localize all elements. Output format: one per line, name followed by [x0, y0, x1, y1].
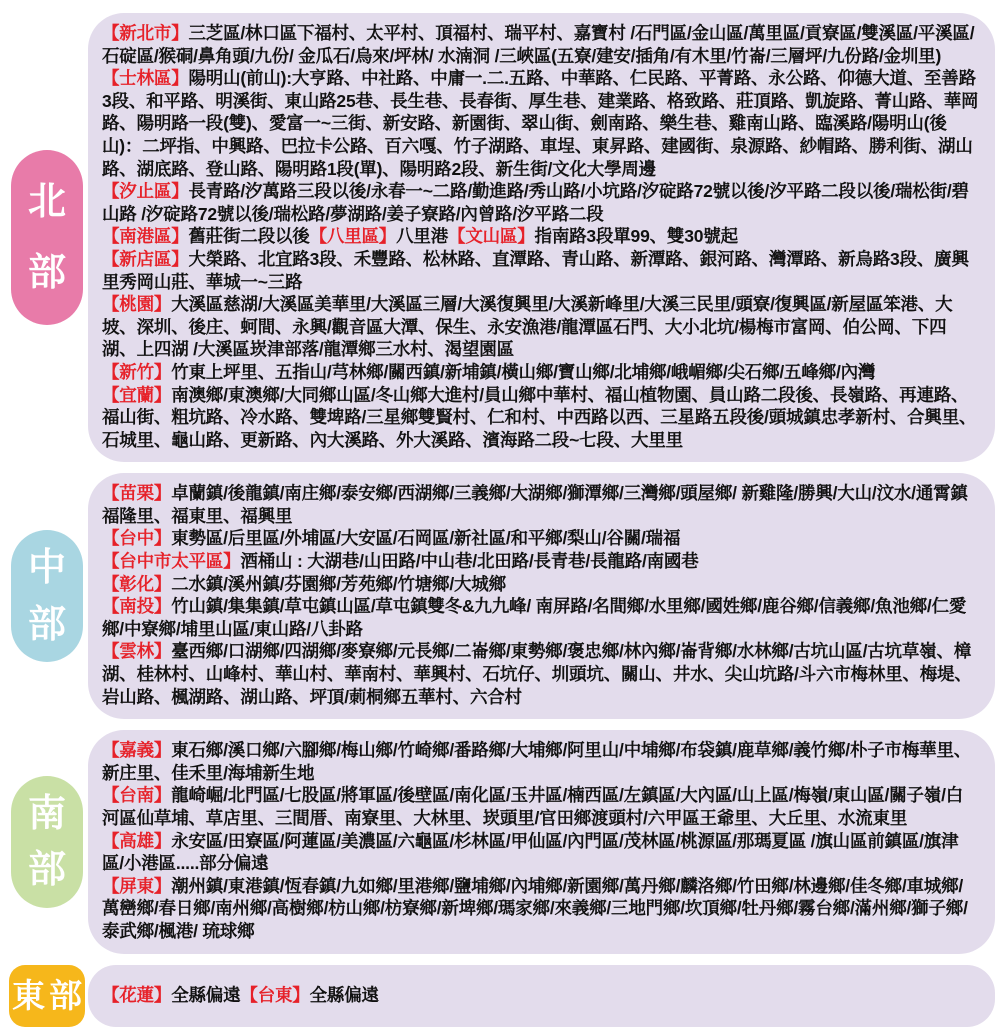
- area-entry-header: 【花蓮】: [102, 985, 172, 1006]
- area-entry-text: 大溪區慈湖/大溪區美華里/大溪區三層/大溪復興里/大溪新峰里/大溪三民里/頭寮/復興區/新屋區笨港、大坡、深圳、後庄、蚵間、永興/觀音區大潭、保生、永安漁港/龍潭區石門、大小北坑/楊梅市富岡、伯公岡、下四湖、上四湖 /大溪區崁津部落/龍潭鄉三水村、渴望園區: [102, 294, 953, 360]
- area-entry: [102, 361, 979, 384]
- area-entry-header: 【汐止區】: [102, 181, 189, 202]
- area-entry-header: 【八里區】: [309, 226, 397, 247]
- region-label-char: 南: [27, 792, 66, 835]
- area-entry-text: 臺西鄉/口湖鄉/四湖鄉/麥寮鄉/元長鄉/二崙鄉/東勢鄉/褒忠鄉/林內鄉/崙背鄉/水林鄉/古坑山區/古坑草嶺、樟湖、桂林村、山峰村、華山村、華南村、華興村、石坑仔、圳頭坑、關山、井水、尖山坑路/斗六市梅林里、梅堤、岩山路、楓湖路、湖山路、坪頂/莿桐鄉五華村、六合村: [102, 641, 972, 707]
- region-area-list-inner: [102, 984, 379, 1007]
- area-entry-text: 酒桶山 : 大湖巷/山田路/中山巷/北田路/長青巷/長龍路/南國巷: [240, 551, 699, 572]
- area-entry: [102, 180, 979, 225]
- area-entry-text: 竹山鎮/集集鎮/草屯鎮山區/草屯鎮雙冬&九九峰/ 南屏路/名間鄉/水里鄉/國姓鄉/鹿谷鄉/信義鄉/魚池鄉/仁愛鄉/中寮鄉/埔里山區/東山路/八卦路: [102, 596, 967, 639]
- region-label-char: 部: [49, 977, 82, 1015]
- area-entry-header: 【新竹】: [102, 361, 172, 382]
- area-entry-text: 全縣偏遠: [309, 985, 379, 1006]
- region-label-column: [6, 150, 88, 325]
- area-entry-header: 【屏東】: [102, 875, 172, 896]
- area-entry-header: 【彰化】: [102, 573, 172, 594]
- area-entry-header: 【雲林】: [102, 641, 172, 662]
- area-entry: [102, 67, 979, 180]
- area-entry: [102, 384, 979, 452]
- area-entry: [102, 527, 979, 550]
- region-label-char: 中: [27, 546, 66, 589]
- region-label-central: [11, 530, 83, 662]
- area-entry-text: 永安區/田寮區/阿蓮區/美濃區/六龜區/杉林區/甲仙區/內門區/茂林區/桃源區/那瑪夏區 /旗山區前鎮區/旗津區/小港區.....部分偏遠: [102, 830, 959, 874]
- area-entry: [102, 482, 979, 527]
- region-label-south: [11, 776, 83, 908]
- area-entry-text: 陽明山(前山):大亨路、中社路、中庸一.二.五路、中華路、仁民路、平菁路、永公路、仰德大道、至善路3段、和平路、明溪街、東山路25巷、長生巷、長春街、厚生巷、建業路、格致路、莊頂路、凱旋路、菁山路、華岡路、陽明路一段(雙)、愛富一~三街、新安路、新園街、翠山街、劍南路、樂生巷、雞南山路、臨溪路/陽明山(後山)：二坪指、中興路、巴拉卡公路、百六嘎、竹子湖路、車埕、東昇路、建國街、泉源路、紗帽路、勝利街、湖山路、湖底路、登山路、陽明路1段(單)、陽明路2段、新生街/文化大學周邊: [102, 68, 979, 179]
- area-entry-header: 【苗栗】: [102, 483, 172, 504]
- region-area-list-east: [88, 965, 995, 1027]
- area-entry-text: 龍崎崛/北門區/七股區/將軍區/後壁區/南化區/玉井區/楠西區/左鎮區/大內區/山上區/梅嶺/東山區/關子嶺/白河區仙草埔、草店里、三間厝、南寮里、大林里、崁頭里/官田鄉渡頭村/六甲區王爺里、大丘里、水流東里: [102, 785, 964, 828]
- area-entry-text: 指南路3段單99、雙30號起: [534, 226, 738, 247]
- region-label-east: [9, 965, 85, 1027]
- region-label-char: 部: [27, 252, 66, 295]
- area-entry: [102, 595, 979, 640]
- region-area-list-south: [88, 730, 995, 953]
- area-entry-header: 【嘉義】: [102, 740, 172, 761]
- region-label-column: [6, 965, 88, 1027]
- area-entry-text: 南澳鄉/東澳鄉/大同鄉山區/冬山鄉大進村/員山鄉中華村、福山植物園、員山路二段後、長嶺路、再連路、福山街、粗坑路、冷水路、雙埤路/三星鄉雙賢村、仁和村、中西路以西、三星路五段後/頭城鎮忠孝新村、合興里、石城里、龜山路、更新路、內大溪路、外大溪路、濱海路二段~七段、大里里: [102, 384, 977, 450]
- region-area-list-inner: [102, 482, 979, 708]
- area-entry-text: 潮州鎮/東港鎮/恆春鎮/九如鄉/里港鄉/鹽埔鄉/內埔鄉/新園鄉/萬丹鄉/麟洛鄉/竹田鄉/林邊鄉/佳冬鄉/車城鄉/萬巒鄉/春日鄉/南州鄉/高樹鄉/枋山鄉/枋寮鄉/新埤鄉/瑪家鄉/來義鄉/三地門鄉/坎頂鄉/牡丹鄉/霧台鄉/滿州鄉/獅子鄉/泰武鄉/楓港/ 琉球鄉: [102, 875, 968, 941]
- region-row-north: [6, 13, 995, 462]
- area-entry-header: 【宜蘭】: [102, 384, 172, 405]
- area-entry-header: 【台中】: [102, 528, 172, 549]
- area-entry: [102, 225, 979, 248]
- region-sections: [6, 13, 995, 1027]
- area-entry-header: 【文山區】: [448, 226, 535, 247]
- area-entry-header: 【新北市】: [102, 23, 189, 43]
- region-label-char: 部: [27, 603, 66, 646]
- region-area-list-inner: [102, 22, 979, 451]
- area-entry: [102, 293, 979, 361]
- area-entry-header: 【高雄】: [102, 830, 172, 851]
- area-entry-header: 【南港區】: [102, 226, 189, 247]
- area-entry: [102, 875, 979, 943]
- area-entry-text: 三芝區/林口區下福村、太平村、頂福村、瑞平村、嘉寶村 /石門區/金山區/萬里區/貢寮區/雙溪區/平溪區/石碇區/猴硐/鼻角頭/九份/ 金瓜石/烏來/坪林/ 水湳洞 /三峽區(五寮/建安/插角/有木里/竹崙/三層坪/九份路/金圳里): [102, 23, 975, 66]
- region-row-central: [6, 473, 995, 719]
- area-entry: [102, 550, 979, 573]
- area-entry-text: 竹東上坪里、五指山/芎林鄉/關西鎮/新埔鎮/橫山鄉/寶山鄉/北埔鄉/峨嵋鄉/尖石鄉/五峰鄉/內灣: [171, 361, 876, 382]
- area-entry-header: 【南投】: [102, 596, 172, 617]
- area-entry-text: 長青路/汐萬路三段以後/永春一~二路/勤進路/秀山路/小坑路/汐碇路72號以後/汐平路二段以後/瑞松街/碧山路 /汐碇路72號以後/瑞松路/夢湖路/姜子寮路/內曾路/汐平路二段: [102, 181, 969, 224]
- region-area-list-central: [88, 473, 995, 719]
- region-area-list-inner: [102, 739, 979, 942]
- area-entry: [102, 640, 979, 708]
- area-entry: [102, 573, 979, 596]
- area-entry-header: 【桃園】: [102, 294, 172, 315]
- area-entry-text: 八里港: [396, 226, 449, 247]
- area-entry-text: 全縣偏遠: [171, 985, 241, 1006]
- area-entry-header: 【台中市太平區】: [102, 551, 241, 572]
- area-entry-text: 舊莊街二段以後: [188, 226, 310, 247]
- area-entry-text: 東勢區/后里區/外埔區/大安區/石岡區/新社區/和平鄉/梨山/谷關/瑞福: [171, 528, 681, 549]
- area-entry-text: 東石鄉/溪口鄉/六腳鄉/梅山鄉/竹崎鄉/番路鄉/大埔鄉/阿里山/中埔鄉/布袋鎮/鹿草鄉/義竹鄉/朴子市梅華里、新庄里、佳禾里/海埔新生地: [102, 740, 972, 783]
- area-entry-text: 二水鎮/溪州鎮/芬園鄉/芳苑鄉/竹塘鄉/大城鄉: [171, 573, 506, 594]
- area-entry: [102, 830, 979, 875]
- area-entry: [102, 784, 979, 829]
- region-label-column: [6, 776, 88, 908]
- area-entry: [102, 22, 979, 67]
- area-entry-header: 【士林區】: [102, 68, 189, 89]
- region-row-east: [6, 965, 995, 1027]
- region-label-char: 東: [12, 977, 45, 1015]
- area-entry-header: 【台東】: [240, 985, 310, 1006]
- area-entry: [102, 248, 979, 293]
- area-entry-text: 卓蘭鎮/後龍鎮/南庄鄉/泰安鄉/西湖鄉/三義鄉/大湖鄉/獅潭鄉/三灣鄉/頭屋鄉/ 新雞隆/勝興/大山/汶水/通霄鎮福隆里、福東里、福興里: [102, 483, 968, 526]
- region-label-north: [11, 150, 83, 325]
- area-entry: [102, 739, 979, 784]
- area-entry-header: 【新店區】: [102, 248, 189, 269]
- area-entry: [102, 984, 379, 1007]
- region-label-char: 部: [27, 849, 66, 892]
- region-row-south: [6, 730, 995, 953]
- region-label-column: [6, 530, 88, 662]
- area-entry-text: 大榮路、北宜路3段、禾豐路、松林路、直潭路、青山路、新潭路、銀河路、灣潭路、新烏路3段、廣興里秀岡山莊、華城一~三路: [102, 248, 969, 292]
- region-area-list-north: [88, 13, 995, 462]
- region-label-char: 北: [27, 181, 66, 224]
- area-entry-header: 【台南】: [102, 785, 172, 806]
